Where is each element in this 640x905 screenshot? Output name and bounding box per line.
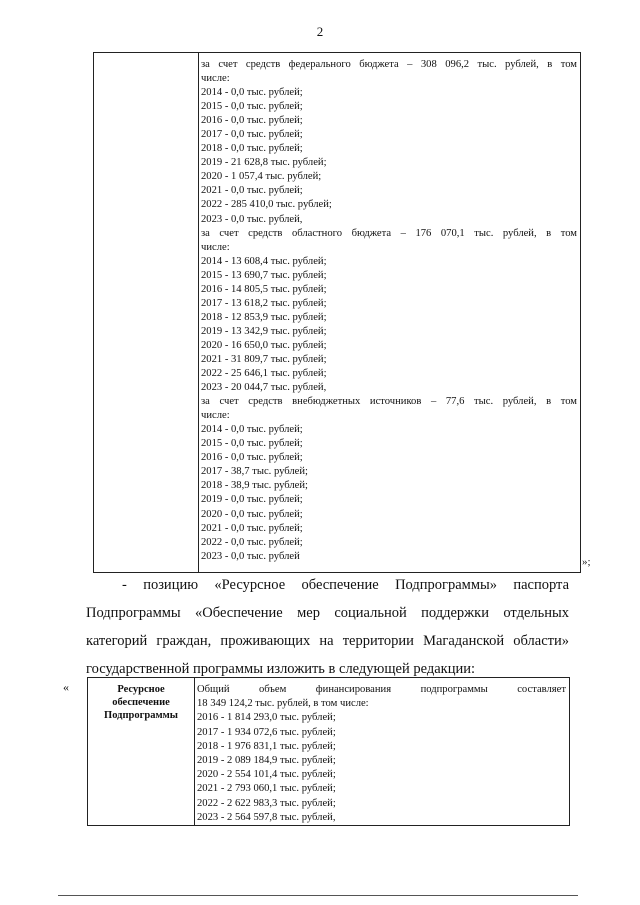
opening-quote-mark: « — [63, 680, 69, 694]
table-line: 2017 - 13 618,2 тыс. рублей; — [201, 297, 327, 309]
table-line: числе: — [201, 73, 230, 85]
table-line-regional-heading: за счет средств областного бюджета – 176 070,1 тыс. рублей, в том — [201, 227, 577, 239]
table-line: числе: — [201, 410, 230, 422]
table-line: 2022 - 285 410,0 тыс. рублей; — [201, 199, 332, 211]
table-line: 2019 - 13 342,9 тыс. рублей; — [201, 325, 327, 337]
table-line: 2021 - 31 809,7 тыс. рублей; — [201, 353, 327, 365]
label-line: Ресурсное — [117, 684, 165, 695]
label-line: Подпрограммы — [104, 710, 178, 722]
table-line: 2020 - 1 057,4 тыс. рублей; — [201, 171, 322, 183]
table-line: 2022 - 25 646,1 тыс. рублей; — [201, 368, 327, 380]
paragraph-line: категорий граждан, проживающих на территории Магаданской области» — [86, 633, 569, 649]
resource-provision-content — [197, 683, 566, 825]
table-line: 2020 - 2 554 101,4 тыс. рублей; — [197, 769, 336, 781]
resource-provision-label — [92, 683, 190, 723]
table-line: 2021 - 0,0 тыс. рублей; — [201, 522, 303, 534]
table-line: 2019 - 0,0 тыс. рублей; — [201, 494, 303, 506]
table-line-total-heading: Общий объем финансирования подпрограммы составляет — [197, 684, 566, 695]
table-line: 2017 - 1 934 072,6 тыс. рублей; — [197, 726, 336, 738]
table-column-divider — [198, 53, 199, 572]
table-line: 2020 - 16 650,0 тыс. рублей; — [201, 339, 327, 351]
table-line: 2014 - 0,0 тыс. рублей; — [201, 87, 303, 99]
table-line-federal-heading: за счет средств федерального бюджета – 308 096,2 тыс. рублей, в том — [201, 59, 577, 70]
table-line: 2015 - 13 690,7 тыс. рублей; — [201, 269, 327, 281]
table-line: 2021 - 2 793 060,1 тыс. рублей; — [197, 783, 336, 795]
table-line: 2016 - 14 805,5 тыс. рублей; — [201, 283, 327, 295]
table-line: 2015 - 0,0 тыс. рублей; — [201, 438, 303, 450]
table-line: 2018 - 38,9 тыс. рублей; — [201, 480, 308, 492]
table-line: 2023 - 20 044,7 тыс. рублей, — [201, 382, 327, 394]
table-line: 2016 - 0,0 тыс. рублей; — [201, 452, 303, 464]
table-line: 2023 - 2 564 597,8 тыс. рублей, — [197, 811, 336, 823]
funding-table-content — [201, 58, 577, 564]
table-line: числе: — [201, 241, 230, 253]
table-line: 2018 - 1 976 831,1 тыс. рублей; — [197, 740, 336, 752]
table-line: 2023 - 0,0 тыс. рублей — [201, 550, 300, 562]
paragraph-line: Подпрограммы «Обеспечение мер социальной поддержки отдельных — [86, 605, 569, 621]
table-line: 2019 - 2 089 184,9 тыс. рублей; — [197, 755, 336, 767]
table-line: 2015 - 0,0 тыс. рублей; — [201, 101, 303, 113]
table-line: 2017 - 0,0 тыс. рублей; — [201, 129, 303, 141]
table-line: 2016 - 1 814 293,0 тыс. рублей; — [197, 712, 336, 724]
table-column-divider — [194, 678, 195, 825]
table-line: 2020 - 0,0 тыс. рублей; — [201, 508, 303, 520]
table-line: 2014 - 0,0 тыс. рублей; — [201, 424, 303, 436]
table-line: 2017 - 38,7 тыс. рублей; — [201, 466, 308, 478]
closing-quote-mark: »; — [582, 556, 591, 568]
table-line: 2018 - 0,0 тыс. рублей; — [201, 143, 303, 155]
table-line: 2016 - 0,0 тыс. рублей; — [201, 115, 303, 127]
table-line: 2018 - 12 853,9 тыс. рублей; — [201, 311, 327, 323]
table-line: 2022 - 0,0 тыс. рублей; — [201, 536, 303, 548]
page-bottom-rule — [58, 895, 578, 896]
table-line-offbudget-heading: за счет средств внебюджетных источников – 77,6 тыс. рублей, в том — [201, 396, 577, 408]
paragraph-line: - позицию «Ресурсное обеспечение Подпрограммы» паспорта — [122, 577, 569, 593]
page-number: 2 — [316, 24, 324, 39]
funding-table-continuation — [93, 52, 581, 573]
label-line: обеспечение — [112, 697, 170, 709]
table-line: 2023 - 0,0 тыс. рублей, — [201, 213, 303, 225]
table-line: 2022 - 2 622 983,3 тыс. рублей; — [197, 797, 336, 809]
resource-provision-table — [87, 677, 570, 826]
table-line: 2014 - 13 608,4 тыс. рублей; — [201, 255, 327, 267]
table-line: 2021 - 0,0 тыс. рублей; — [201, 185, 303, 197]
table-line: 2019 - 21 628,8 тыс. рублей; — [201, 157, 327, 169]
table-line: 18 349 124,2 тыс. рублей, в том числе: — [197, 698, 369, 710]
amendment-paragraph — [86, 571, 569, 683]
paragraph-line: государственной программы изложить в следующей редакции: — [86, 661, 476, 677]
